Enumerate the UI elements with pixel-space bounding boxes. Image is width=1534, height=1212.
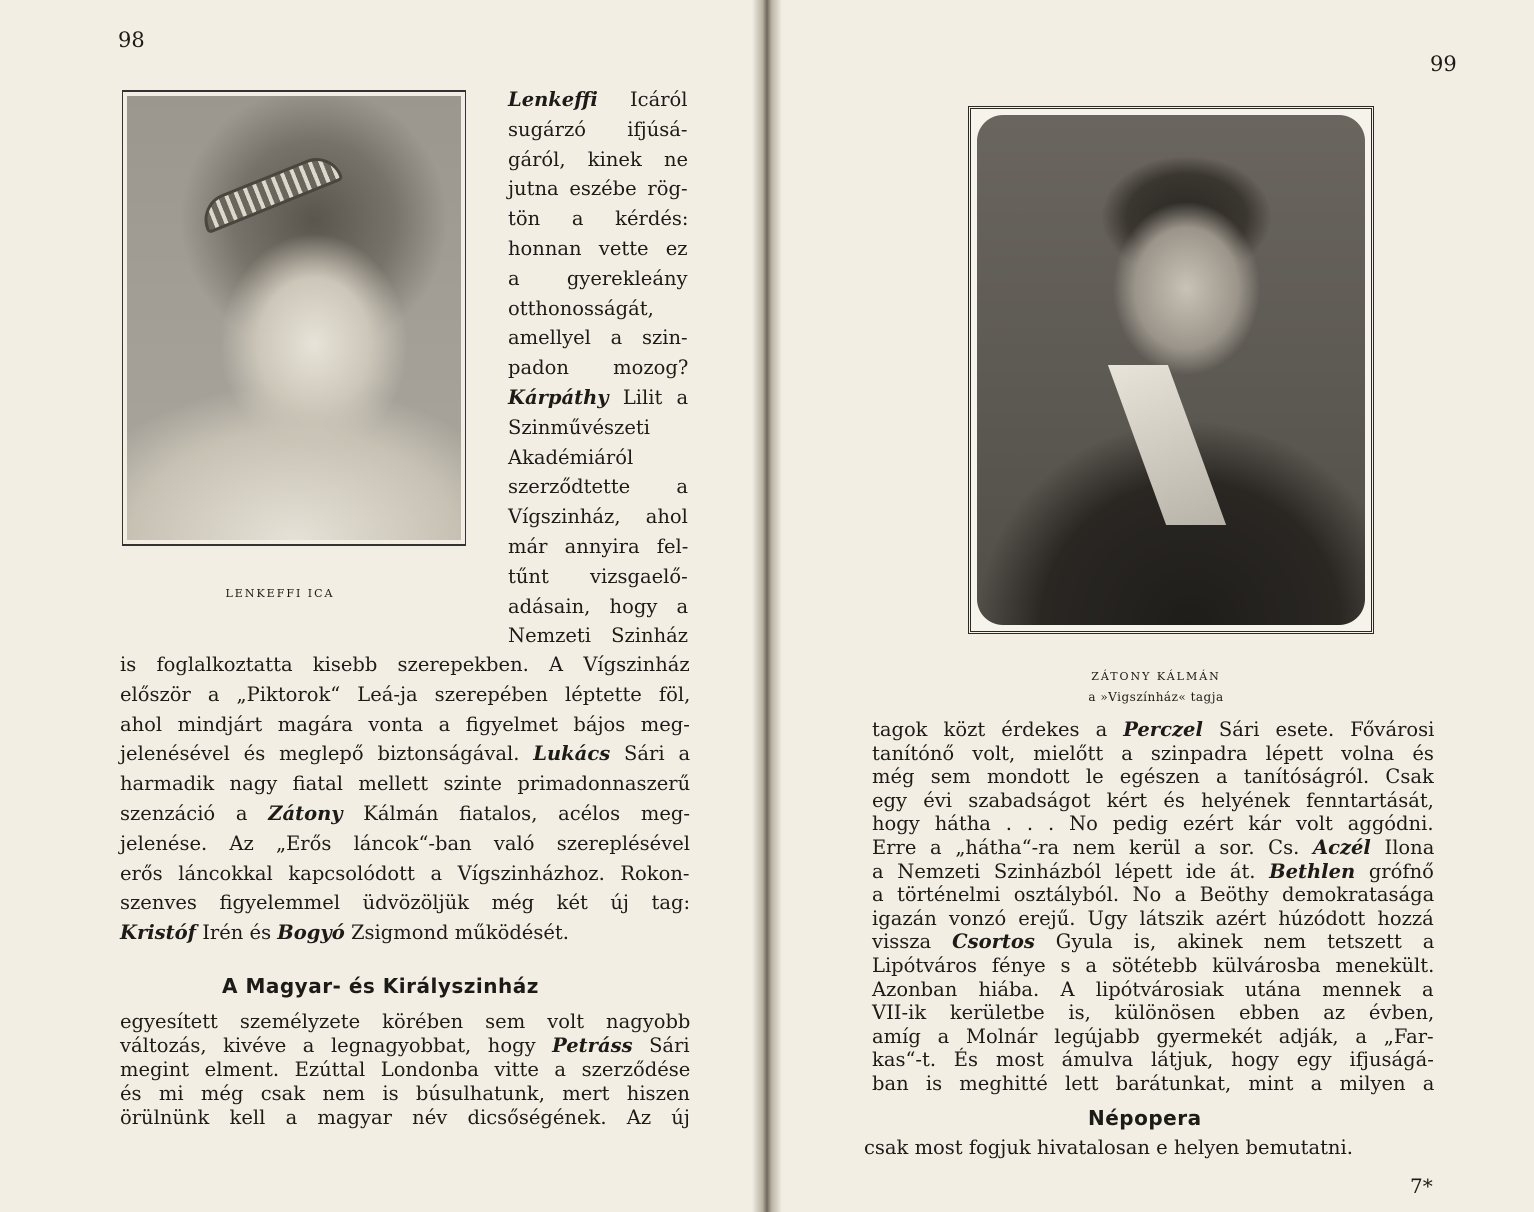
text-run: a Nemzeti Szinházból lépett ide át. [872, 859, 1270, 883]
text-run: adásain, hogy a [508, 594, 689, 618]
text-run: kas“-t. És most ámulva látjuk, hogy egy ifjuságá- [872, 1048, 1434, 1072]
text-run: otthonosságát, [508, 296, 654, 320]
body-text-line [120, 655, 690, 675]
column-text-line [508, 358, 688, 378]
text-run: Nemzeti Szinház [508, 624, 689, 648]
text-run: harmadik nagy fiatal mellett szinte primadonnaszerű [120, 772, 691, 796]
text-run: megint elment. Ezúttal Londonba vitte a szerződése [120, 1058, 691, 1081]
text-run: szenzáció a [120, 802, 269, 825]
photo-caption-left: LENKEFFI ICA [225, 587, 335, 600]
column-text-line [508, 537, 688, 557]
emphasized-name: Kárpáthy [508, 386, 609, 409]
emphasized-name: Csortos [952, 930, 1035, 954]
body-text-line [120, 682, 691, 706]
portrait-photo-lenkeffi [122, 90, 466, 546]
text-run: szerződtette a [508, 475, 689, 499]
body-text-line [872, 1074, 1434, 1094]
body-text-line [872, 906, 1434, 930]
body-text-line [872, 814, 1434, 834]
body-text-line [872, 885, 1434, 905]
body-text-line [120, 744, 690, 764]
body-text-line [872, 977, 1434, 1001]
emphasized-name: Perczel [1123, 718, 1203, 741]
text-run: Icáról [597, 88, 688, 111]
text-run: is foglalkoztatta kisebb szerepekben. A Vígszinház [120, 653, 690, 676]
collar-detail [1108, 365, 1226, 525]
text-run: hogy hátha . . . No pedig ezért kár volt aggódni. [872, 812, 1434, 836]
photo-caption-name: ZÁTONY KÁLMÁN [1091, 670, 1221, 683]
column-text-line [508, 445, 634, 469]
emphasized-name: Bogyó [277, 921, 345, 945]
emphasized-name: Bethlen [1269, 859, 1356, 883]
column-text-line [508, 328, 688, 348]
text-run: Sári esete. Fővárosi [1202, 718, 1435, 741]
emphasized-name: Petráss [552, 1034, 633, 1057]
emphasized-name: Lenkeffi [508, 88, 598, 111]
column-text-line [508, 626, 688, 646]
body-text-line [120, 774, 690, 794]
column-text-line [508, 117, 688, 141]
text-run: Lipótváros fénye s a sötétebb külvárosba menekült. [872, 954, 1435, 977]
headband-detail [196, 150, 343, 234]
text-run: Azonban hiába. A lipótvárosiak utána mennek a [872, 977, 1434, 1001]
text-run: tagok közt érdekes a [872, 718, 1124, 741]
text-run: gáról, kinek ne [508, 147, 689, 171]
text-run: ahol mindjárt magára vonta a figyelmet bájos meg- [120, 712, 690, 736]
body-text-line [872, 767, 1434, 787]
text-run: grófnő [1355, 859, 1434, 883]
text-run: jelenése. Az „Erős láncok“-ban való szereplésével [120, 831, 690, 855]
text-run: örülnünk kell a magyar név dicsőségének. Az új [120, 1106, 690, 1129]
body-text-line [872, 859, 1434, 883]
column-text-line [508, 209, 688, 229]
text-run: egy évi szabadságot kért és helyének fenntartását, [872, 788, 1434, 812]
body-text-line [120, 1084, 690, 1104]
photo-caption-subtitle: a »Vigszínház« tagja [1088, 690, 1224, 704]
body-text-line [120, 712, 690, 736]
body-text-line [872, 741, 1434, 765]
text-run: tanítónő volt, mielőtt a szinpadra lépett volna és [872, 741, 1434, 765]
page-number-right: 99 [1430, 52, 1457, 76]
column-text-line [508, 415, 650, 439]
column-text-line [508, 477, 688, 497]
column-text-line [508, 266, 688, 290]
section-heading-left: A Magyar- és Királyszinház [222, 974, 539, 998]
column-text-line [508, 179, 688, 199]
text-run: vissza [872, 930, 953, 954]
text-run: és mi még csak nem is búsulhatunk, mert hiszen [120, 1082, 690, 1105]
text-run: Zsigmond működését. [344, 921, 569, 945]
portrait-image [127, 96, 461, 540]
column-text-line [508, 90, 688, 110]
body-text-line [120, 1036, 690, 1056]
body-text-line [120, 831, 690, 855]
text-run: Irén és [196, 921, 278, 945]
body-text-line [120, 1012, 690, 1032]
body-text-line [120, 861, 690, 885]
text-run: tön a kérdés: [508, 207, 689, 231]
text-run: változás, kivéve a legnagyobbat, hogy [120, 1034, 553, 1057]
body-text-line [120, 923, 569, 943]
text-run: először a „Piktorok“ Leá-ja szerepében léptette föl, [120, 682, 691, 706]
page-number-left: 98 [118, 28, 145, 52]
left-page [0, 0, 758, 1212]
text-run: jelenésével és meglepő biztonságával. [120, 742, 534, 766]
text-run: szenves figyelemmel üdvözöljük még két új tag: [120, 891, 691, 915]
portrait-image [977, 115, 1365, 625]
text-run: Erre a „hátha“-ra nem kerül a sor. Cs. [872, 836, 1313, 859]
book-gutter [752, 0, 782, 1212]
text-run: sugárzó ifjúsá- [508, 117, 688, 141]
text-run: már annyira fel- [508, 535, 689, 558]
text-run: Lilit a [608, 386, 689, 409]
body-text-line [872, 1024, 1434, 1048]
body-text-line [120, 1060, 690, 1080]
section-heading-right: Népopera [1088, 1106, 1202, 1130]
body-text-line [872, 932, 1434, 952]
body-text-line [872, 720, 1434, 740]
text-run: a történelmi osztályból. No a Beöthy demokratasága [872, 883, 1435, 907]
body-text-line [872, 788, 1434, 812]
text-run: amellyel a szin- [508, 326, 688, 350]
column-text-line [508, 296, 654, 320]
text-run: Kálmán fiatalos, acélos meg- [342, 802, 690, 825]
column-text-line [508, 507, 688, 527]
right-page [776, 0, 1534, 1212]
column-text-line [508, 594, 689, 618]
text-run: Ilona [1370, 836, 1435, 859]
emphasized-name: Zátony [268, 802, 343, 825]
column-text-line [508, 388, 688, 408]
body-text-line [872, 1050, 1434, 1070]
emphasized-name: Aczél [1312, 836, 1371, 859]
text-run: még sem mondott le egészen a tanítóságról. Csak [872, 765, 1434, 789]
column-text-line [508, 239, 688, 259]
body-text-line [120, 804, 690, 824]
text-run: Sári [632, 1034, 690, 1057]
text-run: Vígszinház, ahol [508, 505, 688, 529]
text-run: VII-ik kerületbe is, különösen ebben az évben, [872, 1001, 1435, 1025]
emphasized-name: Lukács [533, 742, 611, 766]
column-text-line [508, 564, 688, 588]
text-run: Akadémiáról [508, 445, 634, 469]
text-run: egyesített személyzete körében sem volt nagyobb [120, 1010, 691, 1033]
text-run: a gyerekleány [508, 266, 688, 290]
text-run: erős láncokkal kapcsolódott a Vígszinházhoz. Rokon- [120, 861, 690, 885]
body-text-line [120, 1108, 690, 1128]
text-run: Gyula is, akinek nem tetszett a [1034, 930, 1435, 954]
text-run: Sári a [610, 742, 691, 766]
text-run: ban is meghitté lett barátunkat, mint a milyen a [872, 1072, 1435, 1095]
portrait-photo-zatony [968, 106, 1374, 634]
column-text-line [508, 147, 689, 171]
signature-mark: 7* [1410, 1174, 1433, 1198]
text-run: honnan vette ez [508, 237, 688, 260]
text-run: amíg a Molnár legújabb gyermekét adják, a „Far- [872, 1024, 1434, 1048]
text-run: jutna eszébe rög- [508, 177, 688, 201]
text-run: Szinművészeti [508, 415, 650, 439]
body-text-line [872, 1003, 1434, 1023]
text-run: padon mozog? [508, 356, 689, 380]
text-run: igazán vonzó erejű. Ugy látszik azért húzódott hozzá [872, 906, 1434, 930]
emphasized-name: Kristóf [120, 921, 197, 945]
body-text-line [120, 893, 690, 913]
text-run: tűnt vizsgaelő- [508, 564, 688, 588]
body-text-line [872, 956, 1434, 976]
text-line-last: csak most fogjuk hivatalosan e helyen bemutatni. [864, 1136, 1353, 1159]
body-text-line [872, 838, 1434, 858]
